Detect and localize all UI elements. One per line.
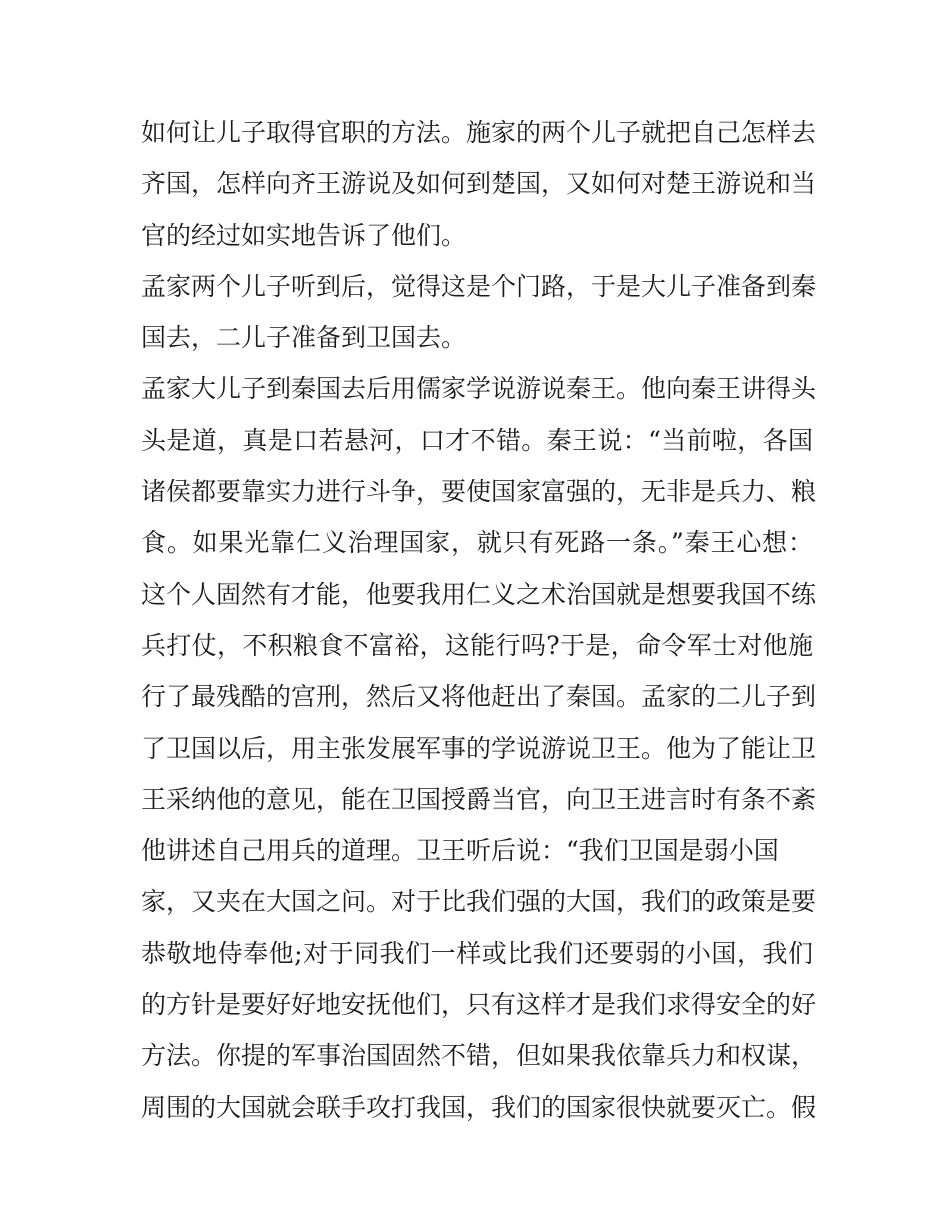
text-line: 方法。你提的军事治国固然不错，但如果我依靠兵力和权谋， bbox=[141, 1041, 817, 1071]
text-line: 行了最残酷的宫刑，然后又将他赶出了秦国。孟家的二儿子到 bbox=[141, 682, 817, 712]
text-line: 孟家两个儿子听到后，觉得这是个门路，于是大儿子准备到秦 bbox=[141, 271, 817, 301]
text-line: 了卫国以后，用主张发展军事的学说游说卫王。他为了能让卫 bbox=[141, 733, 817, 763]
text-line: 他讲述自己用兵的道理。卫王听后说：“我们卫国是弱小国 bbox=[141, 836, 779, 866]
text-line: 国去，二儿子准备到卫国去。 bbox=[141, 323, 467, 353]
document-body bbox=[141, 107, 817, 1133]
text-line: 这个人固然有才能，他要我用仁义之术治国就是想要我国不练 bbox=[141, 579, 817, 609]
text-line: 如何让儿子取得官职的方法。施家的两个儿子就把自己怎样去 bbox=[141, 118, 817, 147]
text-line: 孟家大儿子到秦国去后用儒家学说游说秦王。他向秦王讲得头 bbox=[141, 374, 817, 404]
text-line: 食。如果光靠仁义治理国家，就只有死路一条。”秦王心想： bbox=[141, 528, 813, 558]
text-line: 诸侯都要靠实力进行斗争，要使国家富强的，无非是兵力、粮 bbox=[141, 477, 817, 507]
text-line: 兵打仗，不积粮食不富裕，这能行吗?于是，命令军士对他施 bbox=[141, 630, 813, 660]
text-line: 恭敬地侍奉他;对于同我们一样或比我们还要弱的小国，我们 bbox=[141, 938, 813, 968]
text-line: 头是道，真是口若悬河，口才不错。秦王说：“当前啦，各国 bbox=[141, 425, 813, 455]
text-line: 的方针是要好好地安抚他们，只有这样才是我们求得安全的好 bbox=[141, 990, 817, 1020]
text-line: 官的经过如实地告诉了他们。 bbox=[141, 220, 467, 250]
text-line: 家，又夹在大国之问。对于比我们强的大国，我们的政策是要 bbox=[141, 887, 817, 917]
text-line: 王采纳他的意见，能在卫国授爵当官，向卫王进言时有条不紊 bbox=[141, 784, 817, 814]
text-line: 齐国，怎样向齐王游说及如何到楚国，又如何对楚王游说和当 bbox=[141, 169, 817, 199]
text-line: 周围的大国就会联手攻打我国，我们的国家很快就要灭亡。假 bbox=[141, 1092, 817, 1122]
